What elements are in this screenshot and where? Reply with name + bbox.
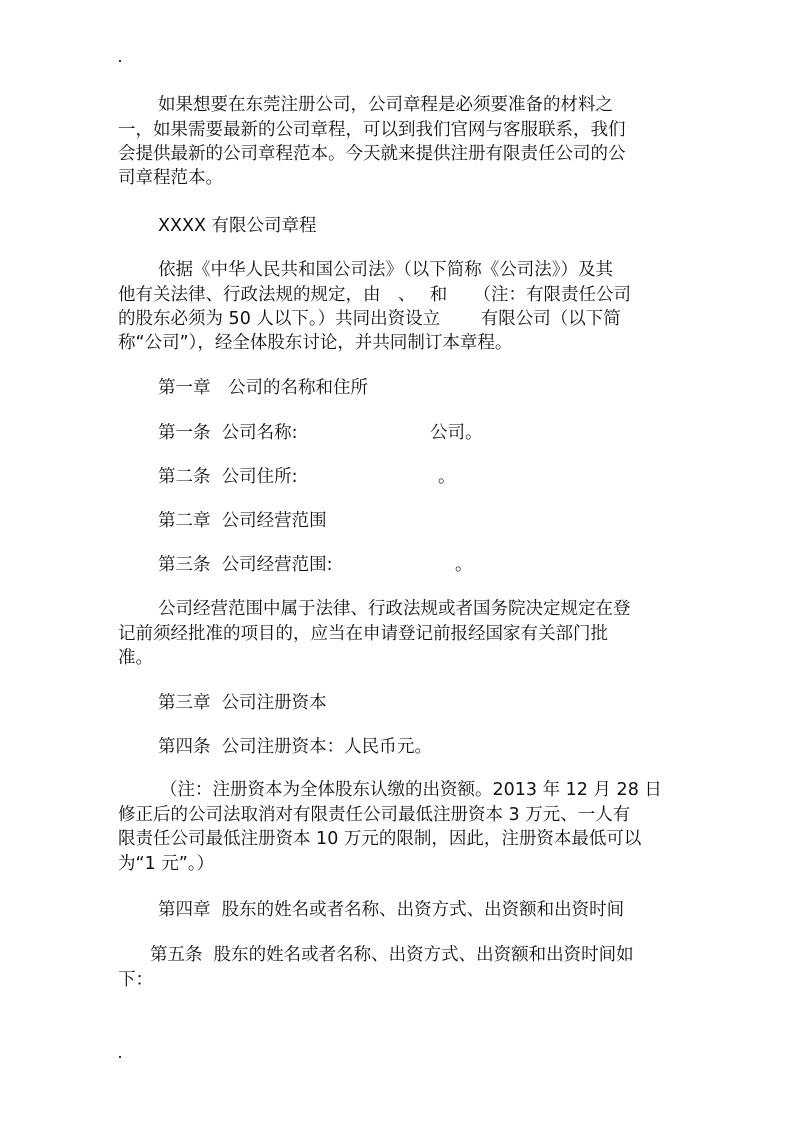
chapter-1-heading: 第一章 公司的名称和住所 [158,378,368,398]
article-1-label: 第一条 公司名称: [158,423,298,443]
intro-line: 一，如果需要最新的公司章程，可以到我们官网与客服联系，我们 [118,120,626,140]
article-3-label: 第三条 公司经营范围: [158,555,333,575]
scope-note-line: 准。 [118,648,153,668]
page-marker-bottom [119,1056,121,1058]
article-3-tail: 。 [455,555,473,575]
capital-note-line: 为“1 元”。） [118,854,215,874]
scope-note-line: 公司经营范围中属于法律、行政法规或者国务院决定规定在登 [158,599,631,619]
intro-line: 会提供最新的公司章程范本。今天就来提供注册有限责任公司的公 [118,144,626,164]
page-marker-top [119,60,121,62]
article-4-label: 第四条 公司注册资本：人民币 [158,737,397,757]
intro-line: 司章程范本。 [118,168,223,188]
chapter-4-heading: 第四章 股东的姓名或者名称、出资方式、出资额和出资时间 [158,900,625,920]
article-4-tail: 元。 [397,737,432,757]
capital-note-line: 限责任公司最低注册资本 10 万元的限制，因此，注册资本最低可以 [118,829,642,849]
preamble-line: 称“公司”），经全体股东讨论，并共同制订本章程。 [118,333,513,353]
scope-note-line: 记前须经批准的项目的，应当在申请登记前报经国家有关部门批 [118,624,608,644]
preamble-line: 他有关法律、行政法规的规定，由 、 和 （注：有限责任公司 [118,285,632,305]
article-5-line: 下： [118,970,153,990]
article-2-tail: 。 [438,467,456,487]
article-5-line: 第五条 股东的姓名或者名称、出资方式、出资额和出资时间如 [150,945,634,965]
chapter-2-heading: 第二章 公司经营范围 [158,511,327,531]
document-title: XXXX 有限公司章程 [158,216,317,236]
capital-note-line: （注：注册资本为全体股东认缴的出资额。2013 年 12 月 28 日 [160,780,662,800]
chapter-3-heading: 第三章 公司注册资本 [158,693,327,713]
capital-note-line: 修正后的公司法取消对有限责任公司最低注册资本 3 万元、一人有 [118,805,631,825]
article-2-label: 第二条 公司住所: [158,467,298,487]
preamble-line: 依据《中华人民共和国公司法》（以下简称《公司法》）及其 [158,260,613,280]
preamble-line: 的股东必须为 50 人以下。）共同出资设立 有限公司（以下简 [118,309,621,329]
intro-line: 如果想要在东莞注册公司，公司章程是必须要准备的材料之 [158,95,613,115]
article-1-tail: 公司。 [430,423,483,443]
